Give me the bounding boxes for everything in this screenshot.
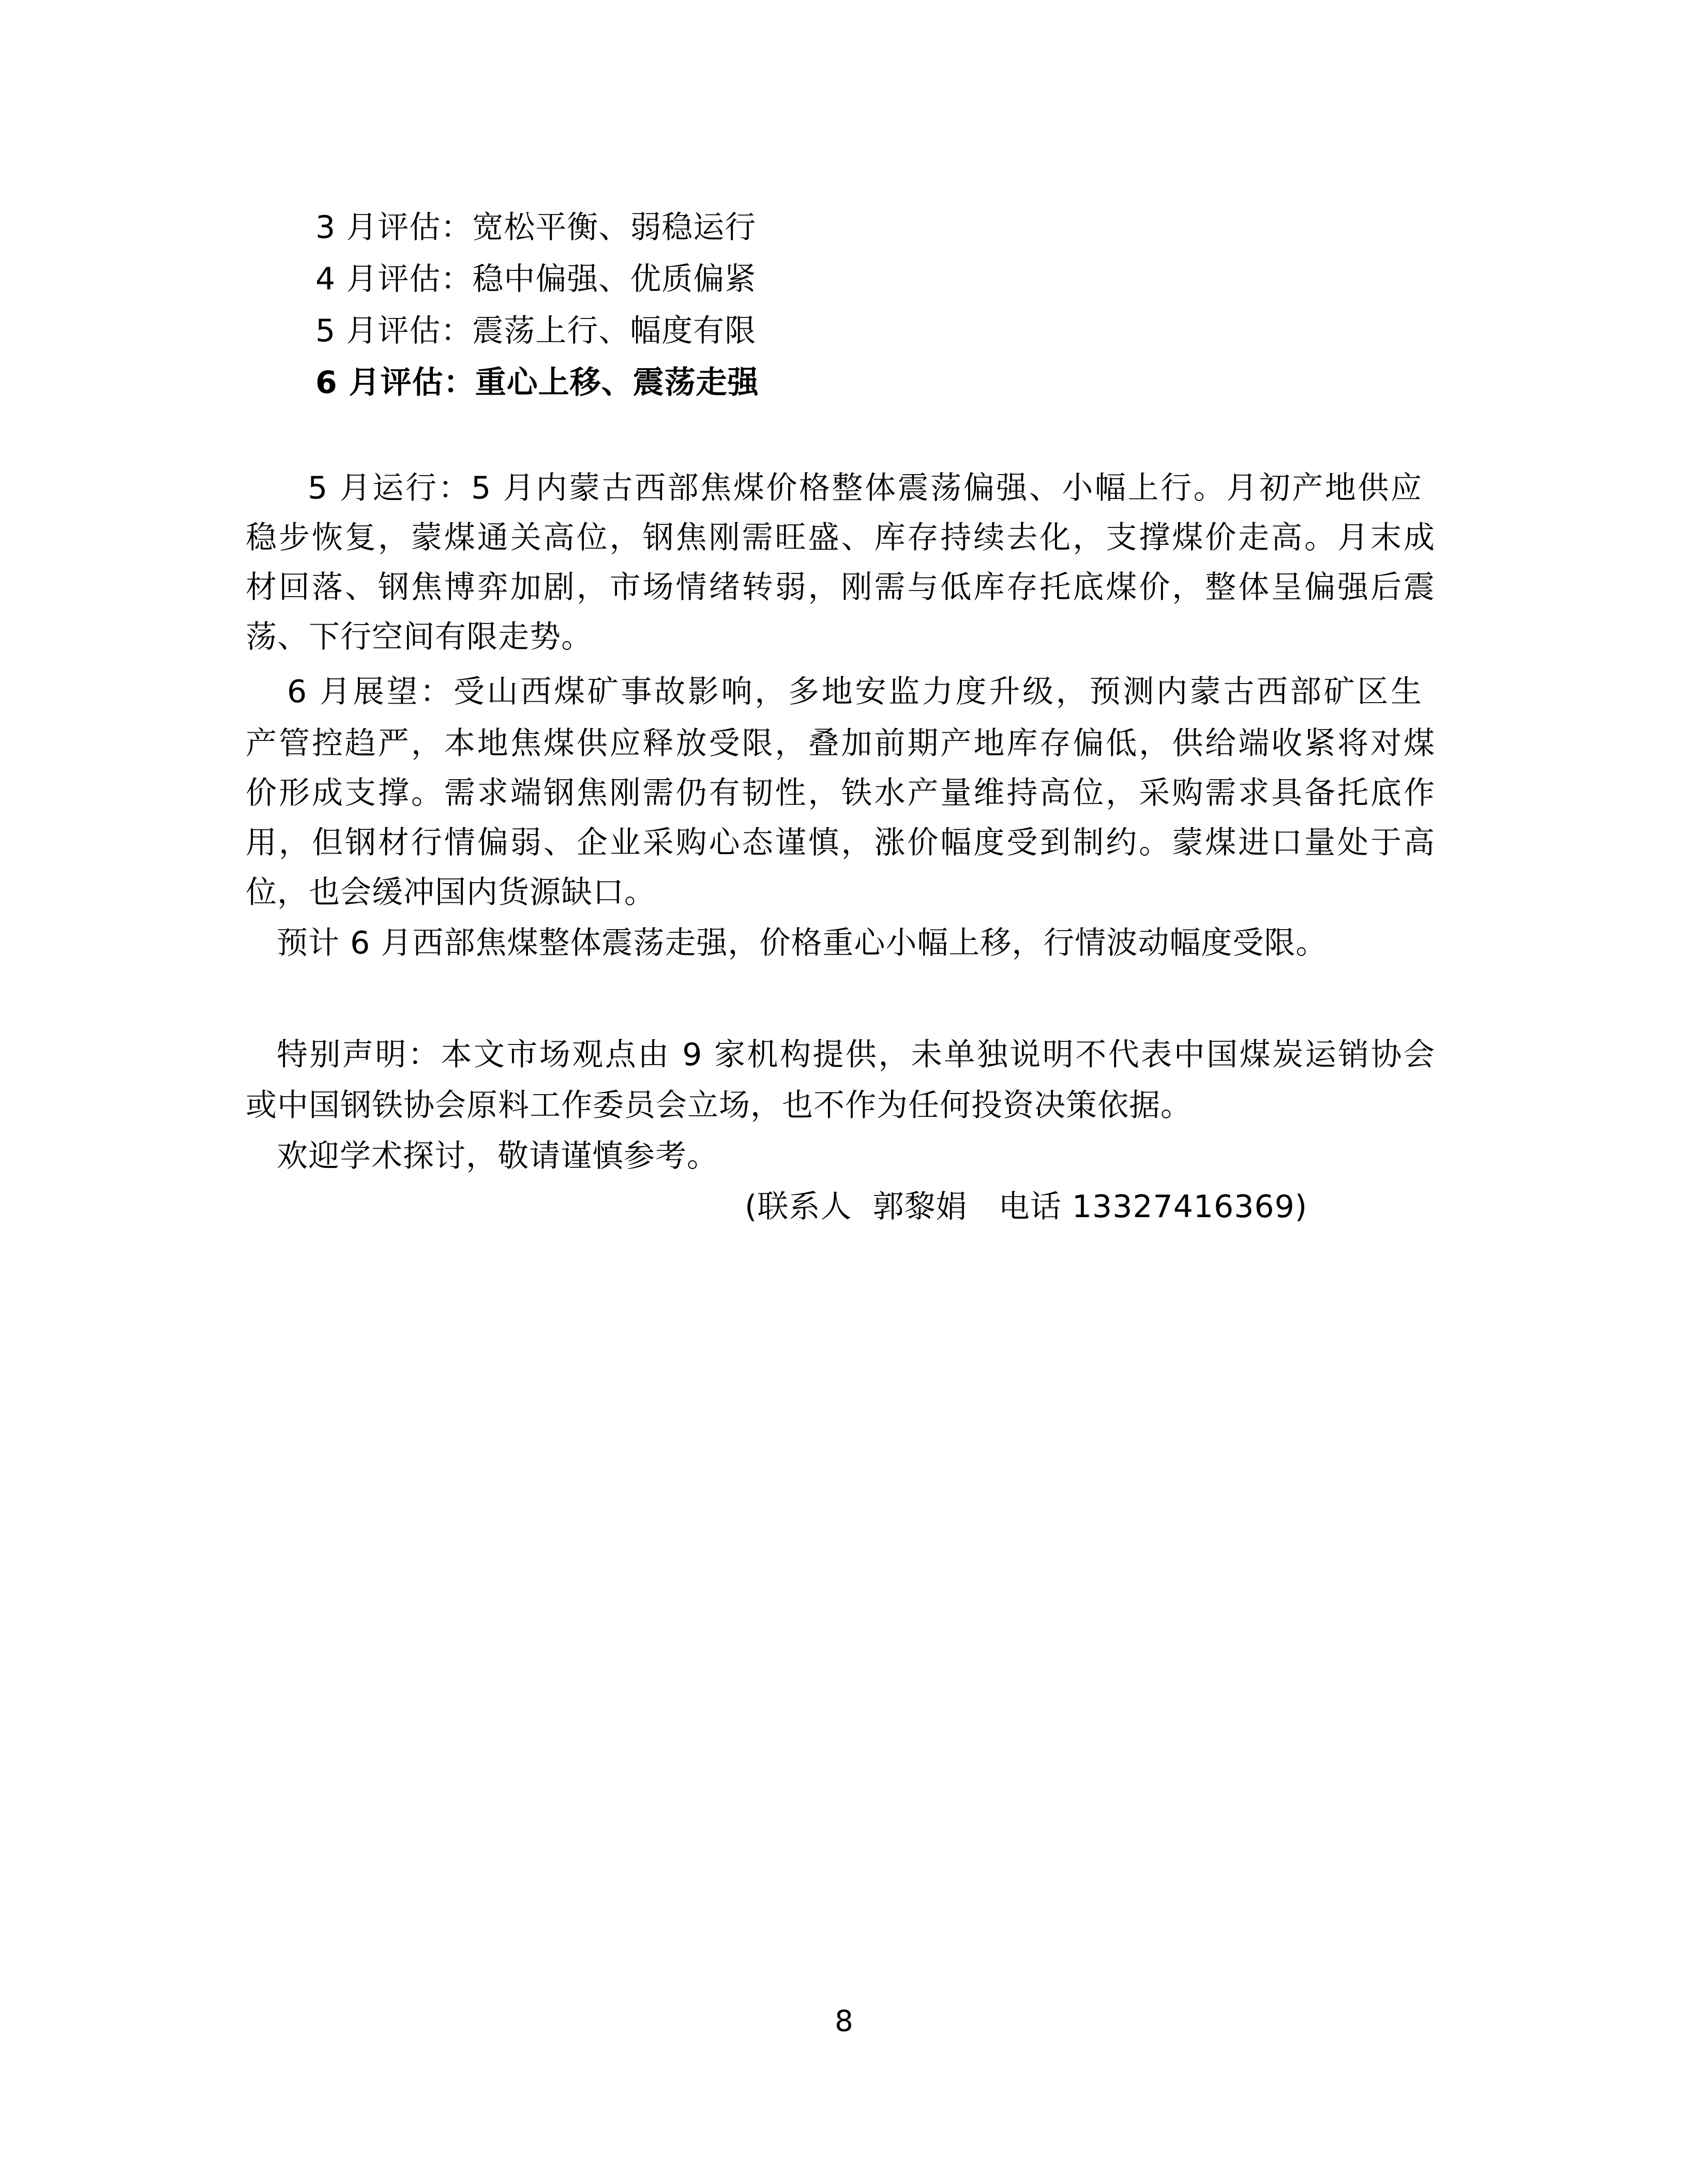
june-outlook-line-2: 产管控趋严，本地焦煤供应释放受限，叠加前期产地库存偏低，供给端收紧将对煤 [246, 725, 1435, 762]
page-number: 8 [835, 2005, 853, 2038]
forecast-line: 预计 6 月西部焦煤整体震荡走强，价格重心小幅上移，行情波动幅度受限。 [277, 925, 1328, 961]
may-operation-line-4: 荡、下行空间有限走势。 [246, 619, 593, 655]
june-outlook-line-4: 用，但钢材行情偏弱、企业采购心态谨慎，涨价幅度受到制约。蒙煤进口量处于高 [246, 825, 1435, 861]
welcome-line: 欢迎学术探讨，敬请谨慎参考。 [277, 1138, 718, 1174]
disclaimer-line-1: 特别声明：本文市场观点由 9 家机构提供，未单独说明不代表中国煤炭运销协会 [277, 1037, 1435, 1073]
disclaimer-line-2: 或中国钢铁协会原料工作委员会立场，也不作为任何投资决策依据。 [246, 1087, 1192, 1124]
may-operation-line-1: 5 月运行：5 月内蒙古西部焦煤价格整体震荡偏强、小幅上行。月初产地供应 [308, 470, 1422, 506]
june-outlook-line-5: 位，也会缓冲国内货源缺口。 [246, 874, 656, 911]
may-operation-line-3: 材回落、钢焦博弈加剧，市场情绪转弱，刚需与低库存托底煤价，整体呈偏强后震 [246, 569, 1435, 605]
may-operation-line-2: 稳步恢复，蒙煤通关高位，钢焦刚需旺盛、库存持续去化，支撑煤价走高。月末成 [246, 520, 1435, 556]
assessment-april: 4 月评估：稳中偏强、优质偏紧 [315, 261, 757, 297]
june-outlook-line-1: 6 月展望：受山西煤矿事故影响，多地安监力度升级，预测内蒙古西部矿区生 [287, 674, 1422, 710]
june-outlook-line-3: 价形成支撑。需求端钢焦刚需仍有韧性，铁水产量维持高位，采购需求具备托底作 [246, 775, 1435, 811]
assessment-june: 6 月评估：重心上移、震荡走强 [315, 365, 759, 401]
assessment-march: 3 月评估：宽松平衡、弱稳运行 [315, 209, 757, 246]
contact-line: (联系人 郭黎娟 电话 13327416369) [745, 1189, 1308, 1225]
assessment-may: 5 月评估：震荡上行、幅度有限 [315, 313, 757, 349]
